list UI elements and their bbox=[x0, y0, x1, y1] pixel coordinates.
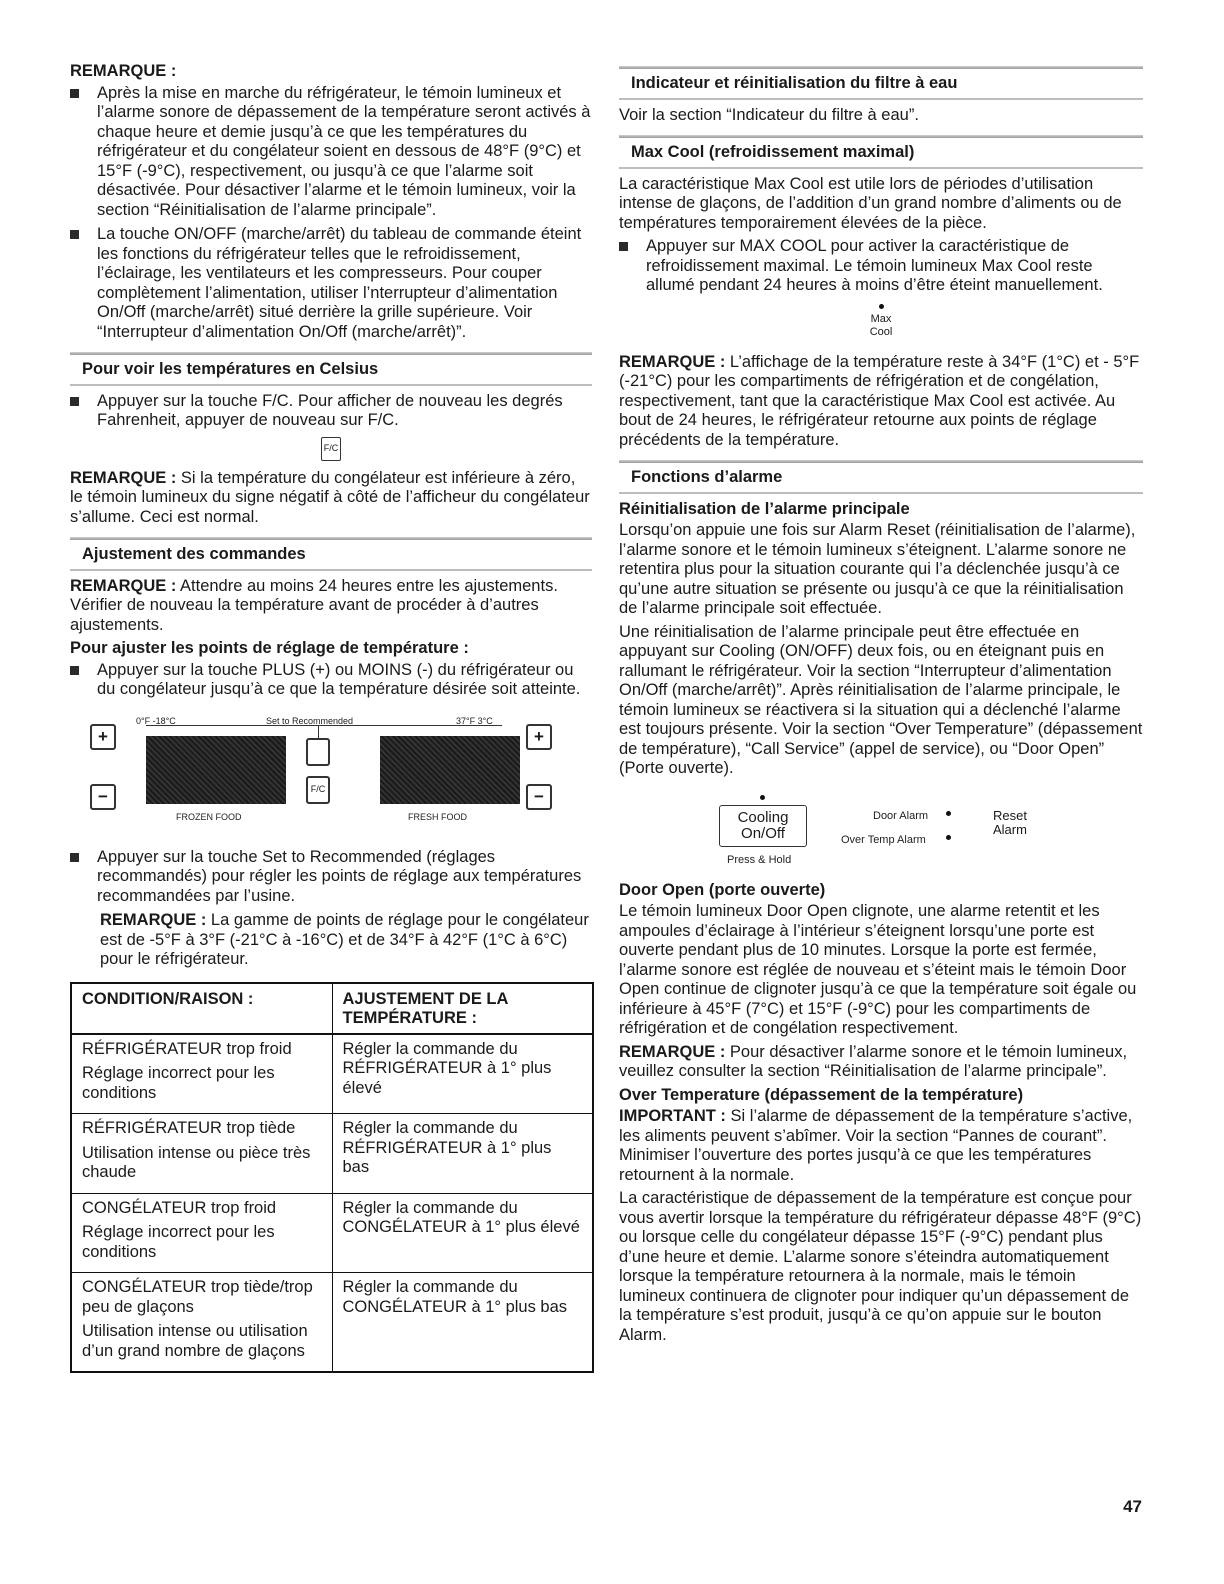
reason-line: Réglage incorrect pour les conditions bbox=[82, 1064, 275, 1102]
fc-button[interactable]: F/C bbox=[306, 776, 330, 804]
important-label: IMPORTANT : bbox=[619, 1107, 726, 1125]
table-row bbox=[71, 1114, 593, 1194]
table-row bbox=[71, 1193, 593, 1273]
table-header-row bbox=[71, 983, 593, 1034]
frozen-food-label: FROZEN FOOD bbox=[176, 811, 242, 822]
list-item bbox=[70, 392, 592, 431]
bullet-text: Après la mise en marche du réfrigérateur, le témoin lumineux et l’alarme sonore de dépassement de la température seront activés à chaque heure et demie jusqu’à ce que les températures du réfrigérateur et du congélateur soient en dessous de 48°F (9°C) et 15°F (-9°C), respectivement, ou jusqu’à ce que l’alarme soit désactivée. Pour désactiver l’alarme et le témoin lumineux, voir la section “Réinitialisation de l’alarme principale”. bbox=[97, 83, 591, 219]
section-heading-maxcool: Max Cool (refroidissement maximal) bbox=[619, 135, 1143, 167]
list-item bbox=[70, 84, 592, 221]
note-label: REMARQUE : bbox=[70, 468, 177, 487]
important-note bbox=[619, 1107, 1143, 1185]
bullet-text: La touche ON/OFF (marche/arrêt) du tableau de commande éteint les fonctions du réfrigérateur telles que le refroidissement, l’éclairage, les ventilateurs et les compresseurs. Pour couper complètement l’alimentation, utiliser l’nterrupteur d’alimentation On/Off (marche/arrêt) situé derrière la grille supérieure. Voir “Interrupteur d’alimentation On/Off (marche/arrêt)”. bbox=[97, 225, 582, 341]
condition-line: CONGÉLATEUR trop tiède/trop peu de glaçons bbox=[82, 1278, 313, 1316]
note-text: Pour désactiver l’alarme sonore et le témoin lumineux, veuillez consulter la section “Réinitialisation de l’alarme principale”. bbox=[619, 1042, 1128, 1080]
fresh-food-label: FRESH FOOD bbox=[408, 811, 468, 822]
range-note bbox=[70, 911, 592, 970]
fridge-plus-button[interactable]: + bbox=[526, 724, 552, 750]
over-temp-text: La caractéristique de dépassement de la température est conçue pour vous avertir lorsque la température du réfrigérateur dépasse 48°F (9°C) ou lorsque celle du congélateur dépasse 15°F (-9°C) pendant plus d’une heure et demie. L’alarme sonore s’éteindra automatiquement lorsque la température retournera à la normale, mais le témoin lumineux continuera de clignoter pour indiquer qu’un dépassement de la température s’est produit, jusqu’à ce qu’on appuie sur le bouton Alarm. bbox=[619, 1189, 1142, 1344]
list-item bbox=[70, 848, 592, 907]
over-temp-indicator-icon bbox=[946, 835, 951, 840]
fridge-range-label: 37°F 3°C bbox=[456, 715, 493, 726]
maxcool-text: La caractéristique Max Cool est utile lors de périodes d’utilisation intense de glaçons, de l’addition d’un grand nombre d’aliments ou de températures temporairement élevées de la pièce. bbox=[619, 174, 1122, 232]
note-label: REMARQUE : bbox=[70, 576, 177, 595]
condition-line: RÉFRIGÉRATEUR trop froid bbox=[82, 1039, 292, 1058]
adjustment-table bbox=[70, 982, 594, 1374]
adjust-subhead: Pour ajuster les points de réglage de température : bbox=[70, 639, 469, 657]
reset-paragraph-1: Lorsqu’on appuie une fois sur Alarm Reset (réinitialisation de l’alarme), l’alarme sonore et le témoin lumineux s’éteignent. L’alarme sonore ne retentira plus pour la situation courante qui l’a déclenchée jusqu’à ce qu’une autre situation se présente ou jusqu’à ce que la réinitialisation de l’alarme principale soit effectuée. bbox=[619, 521, 1136, 617]
maxcool-note bbox=[619, 353, 1143, 451]
panel-connector-line bbox=[318, 725, 319, 739]
celsius-list bbox=[70, 392, 592, 431]
freezer-plus-button[interactable]: + bbox=[90, 724, 116, 750]
section-heading-adjust: Ajustement des commandes bbox=[70, 537, 592, 569]
recommended-label: Set to Recommended bbox=[266, 715, 354, 726]
cooling-onoff-button[interactable] bbox=[719, 805, 807, 847]
fridge-display bbox=[380, 736, 520, 804]
condition-cell bbox=[71, 1193, 332, 1273]
bullet-square-icon bbox=[619, 242, 628, 251]
note-text: Si la température du congélateur est inférieure à zéro, le témoin lumineux du signe négatif à côté de l’afficheur du congélateur s’allume. Ceci est normal. bbox=[70, 468, 590, 526]
control-panel-diagram bbox=[70, 710, 592, 840]
bullet-square-icon bbox=[70, 853, 79, 862]
note-title: REMARQUE : bbox=[70, 62, 177, 80]
door-alarm-indicator-icon bbox=[946, 811, 951, 816]
over-temp-subhead: Over Temperature (dépassement de la température) bbox=[619, 1085, 1024, 1104]
fridge-minus-button[interactable]: − bbox=[526, 784, 552, 810]
recommended-button[interactable] bbox=[306, 738, 330, 766]
reset-paragraph-2: Une réinitialisation de l’alarme principale peut être effectuée en appuyant sur Cooling (ON/OFF) deux fois, ou en éteignant puis en rallumant le réfrigérateur. Voir la section “Interrupteur d’alimentation On/Off (marche/arrêt)”. Après réinitialisation de l’alarme principale, le témoin lumineux se réactivera si la situation qui a déclenché l’alarme est toujours présente. Voir la section “Over Temperature” (dépassement de température), “Call Service” (appel de service), ou “Door Open” (Porte ouverte). bbox=[619, 622, 1143, 777]
condition-cell bbox=[71, 1273, 332, 1373]
list-item bbox=[70, 225, 592, 342]
door-open-note bbox=[619, 1043, 1143, 1082]
page-number: 47 bbox=[1123, 1497, 1142, 1516]
list-item bbox=[70, 661, 592, 700]
cooling-label: Cooling bbox=[737, 808, 789, 826]
panel-top-line bbox=[146, 725, 502, 726]
freezer-display bbox=[146, 736, 286, 804]
important-text: Si l’alarme de dépassement de la température s’active, les aliments peuvent s’abîmer. Voir la section “Pannes de courant”. Minimiser l’ouverture des portes jusqu’à ce que les températures retournent à la normale. bbox=[619, 1107, 1133, 1184]
door-open-text: Le témoin lumineux Door Open clignote, une alarme retentit et les ampoules d’éclairage à l’intérieur s’éteignent lorsqu’une porte est ouverte pendant plus de 10 minutes. Lorsque la porte est fermée, l’alarme sonore est réglée de nouveau et s’éteint mais le témoin Door Open continue de clignoter jusqu’à ce que la température soit égale ou inférieure à 45°F (7°C) et 15°F (-9°C) pour les compartiments de réfrigération et de congélation respectivement. bbox=[619, 902, 1137, 1037]
condition-line: CONGÉLATEUR trop froid bbox=[82, 1198, 277, 1217]
freezer-minus-button[interactable]: − bbox=[90, 784, 116, 810]
over-temp-alarm-label: Over Temp Alarm bbox=[841, 833, 926, 846]
right-column bbox=[619, 66, 1143, 1349]
left-column bbox=[70, 62, 592, 1373]
bullet-square-icon bbox=[70, 397, 79, 406]
reason-line: Utilisation intense ou utilisation d’un grand nombre de glaçons bbox=[82, 1322, 308, 1360]
recommended-list bbox=[70, 848, 592, 907]
note-bullet-list bbox=[70, 84, 592, 343]
bullet-square-icon bbox=[70, 230, 79, 239]
adjustment-cell: Régler la commande du RÉFRIGÉRATEUR à 1° plus bas bbox=[332, 1114, 593, 1194]
maxcool-label-line1: Max bbox=[870, 312, 892, 325]
alarm-label: Alarm bbox=[993, 821, 1027, 837]
bullet-text: Appuyer sur MAX COOL pour activer la caractéristique de refroidissement maximal. Le témoin lumineux Max Cool reste allumé pendant 24 heures à moins d’être éteint manuellement. bbox=[646, 237, 1103, 294]
table-row bbox=[71, 1273, 593, 1373]
maxcool-label-line2: Cool bbox=[869, 325, 893, 338]
bullet-square-icon bbox=[70, 666, 79, 675]
condition-cell bbox=[71, 1034, 332, 1114]
adjustment-cell: Régler la commande du CONGÉLATEUR à 1° plus bas bbox=[332, 1273, 593, 1373]
press-hold-label: Press & Hold bbox=[727, 853, 792, 866]
condition-line: RÉFRIGÉRATEUR trop tiède bbox=[82, 1119, 296, 1137]
reset-alarm-button[interactable] bbox=[993, 809, 1027, 837]
door-alarm-label: Door Alarm bbox=[873, 809, 929, 822]
table-row bbox=[71, 1034, 593, 1114]
adjust-note bbox=[70, 577, 592, 636]
note-text: Attendre au moins 24 heures entre les ajustements. Vérifier de nouveau la température avant de procéder à d’autres ajustements. bbox=[70, 576, 558, 634]
indicator-light-icon bbox=[760, 795, 765, 800]
alarm-panel-diagram bbox=[619, 795, 1143, 875]
section-heading-celsius: Pour voir les températures en Celsius bbox=[70, 352, 592, 384]
adjustment-cell: Régler la commande du CONGÉLATEUR à 1° plus élevé bbox=[332, 1193, 593, 1273]
reason-line: Utilisation intense ou pièce très chaude bbox=[82, 1143, 311, 1181]
adjustment-cell: Régler la commande du RÉFRIGÉRATEUR à 1° plus élevé bbox=[332, 1034, 593, 1114]
bullet-text: Appuyer sur la touche Set to Recommended (réglages recommandés) pour régler les points de réglage aux températures recommandées par l’usine. bbox=[97, 847, 582, 905]
fc-key-icon: F/C bbox=[321, 437, 341, 461]
bullet-text: Appuyer sur la touche PLUS (+) ou MOINS (-) du réfrigérateur ou du congélateur jusqu’à ce que la température désirée soit atteinte. bbox=[97, 660, 581, 698]
adjust-list bbox=[70, 661, 592, 700]
list-item bbox=[619, 237, 1143, 296]
column-header-adjustment: AJUSTEMENT DE LA TEMPÉRATURE : bbox=[332, 983, 593, 1034]
indicator-light-icon bbox=[879, 304, 884, 309]
celsius-note bbox=[70, 469, 592, 528]
filter-text: Voir la section “Indicateur du filtre à eau”. bbox=[619, 105, 919, 124]
reason-line: Réglage incorrect pour les conditions bbox=[82, 1223, 275, 1261]
maxcool-button[interactable] bbox=[619, 304, 1143, 339]
bullet-square-icon bbox=[70, 89, 79, 98]
note-label: REMARQUE : bbox=[619, 1042, 726, 1061]
bullet-text: Appuyer sur la touche F/C. Pour afficher de nouveau les degrés Fahrenheit, appuyer de nouveau sur F/C. bbox=[97, 391, 563, 429]
door-open-subhead: Door Open (porte ouverte) bbox=[619, 880, 826, 899]
freezer-range-label: 0°F -18°C bbox=[136, 715, 176, 726]
section-heading-filter: Indicateur et réinitialisation du filtre à eau bbox=[619, 66, 1143, 98]
condition-cell bbox=[71, 1114, 332, 1194]
section-heading-alarm: Fonctions d’alarme bbox=[619, 460, 1143, 492]
onoff-label: On/Off bbox=[741, 824, 785, 842]
reset-subhead: Réinitialisation de l’alarme principale bbox=[619, 499, 910, 518]
column-header-condition: CONDITION/RAISON : bbox=[71, 983, 332, 1034]
note-label: REMARQUE : bbox=[619, 352, 726, 371]
note-text: L’affichage de la température reste à 34°F (1°C) et - 5°F (-21°C) pour les compartiments de réfrigération et de congélation, respectivement, tant que la caractéristique Max Cool est activée. Au bout de 24 heures, le réfrigérateur retourne aux points de réglage précédents de la température. bbox=[619, 352, 1140, 449]
maxcool-list bbox=[619, 237, 1143, 296]
fc-key-illustration bbox=[70, 437, 592, 461]
reset-label: Reset bbox=[993, 807, 1027, 823]
note-label: REMARQUE : bbox=[100, 911, 207, 929]
note-text: La gamme de points de réglage pour le congélateur est de -5°F à 3°F (-21°C à -16°C) et de 34°F à 42°F (1°C à 6°C) pour le réfrigérateur. bbox=[100, 911, 589, 968]
